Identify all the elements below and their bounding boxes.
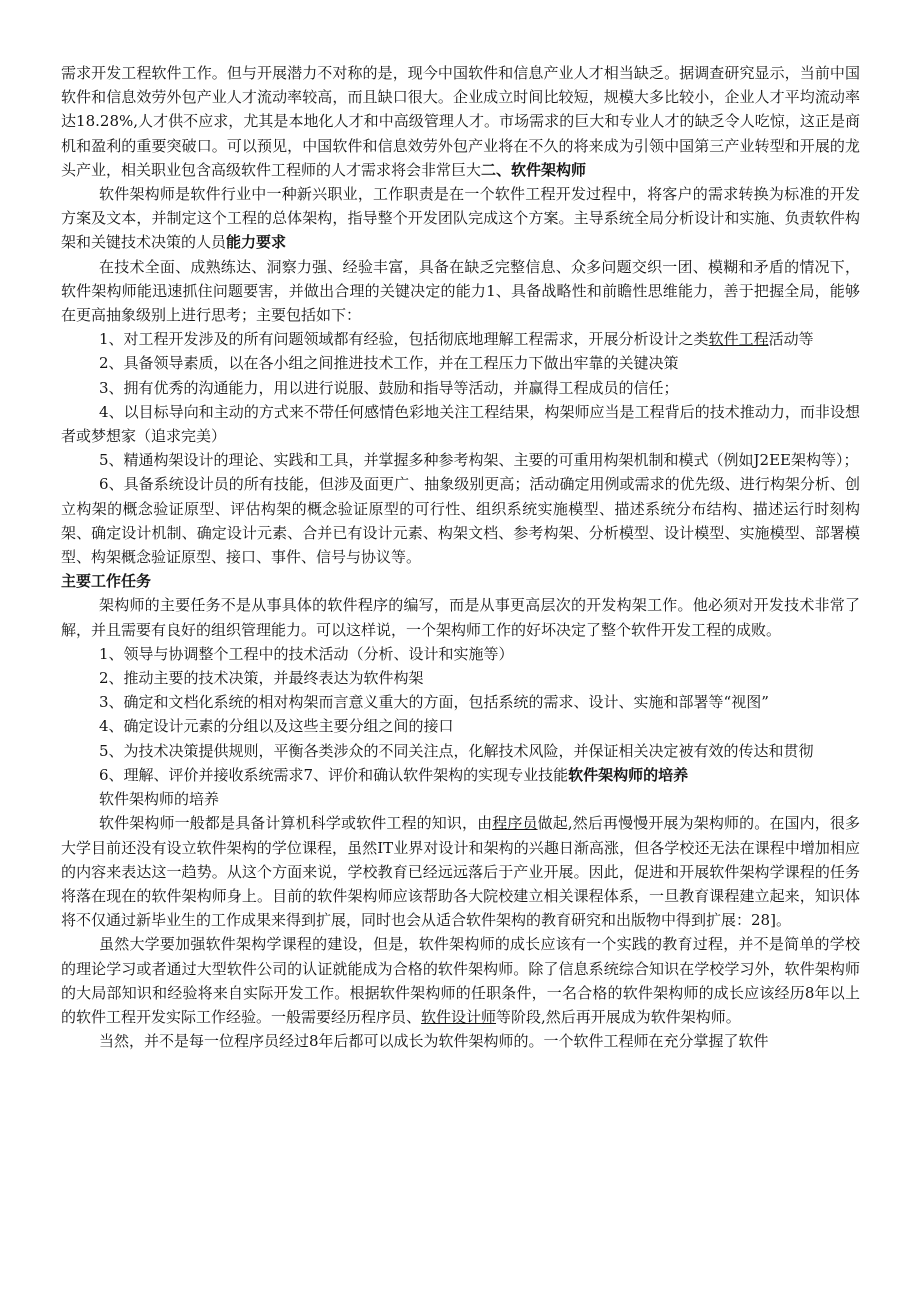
heading-ability-requirements: 能力要求	[226, 233, 287, 252]
task-item-5: 5、为技术决策提供规则，平衡各类涉众的不同关注点，化解技术风险，并保证相关决定被有效的传达和贯彻	[99, 741, 814, 760]
ability-item-tail: 活动等	[768, 330, 814, 349]
paragraph-architect-definition	[61, 182, 860, 255]
paragraph-text: 虽然大学要加强软件架构学课程的建设，但是，软件架构师的成长应该有一个实践的教育过程，并不是简单的学校的理论学习或者通过大型软件公司的认证就能成为合格的软件架构师。除了信息系统综合知识在学校学习外，软件架构师的大局部知识和经验将来自实际开发工作。根据软件架构师的任职条件，一名合格的软件架构师的成长应该经历8年以上的软件工程开发实际工作经验。一般需要经历程序员、	[61, 935, 860, 1026]
task-item-4: 4、确定设计元素的分组以及这些主要分组之间的接口	[99, 717, 454, 736]
ability-item-2: 2、具备领导素质，以在各小组之间推进技术工作，并在工程压力下做出牢靠的关键决策	[99, 354, 679, 373]
paragraph-training-3: 当然，并不是每一位程序员经过8年后都可以成长为软件架构师的。一个软件工程师在充分掌握了软件	[99, 1032, 769, 1051]
link-software-designer[interactable]: 软件设计师	[421, 1007, 497, 1026]
task-item-6	[61, 763, 860, 787]
task-item-2: 2、推动主要的技术决策，并最终表达为软件构架	[99, 669, 424, 688]
heading-main-tasks: 主要工作任务	[61, 572, 152, 591]
ability-item-5: 5、精通构架设计的理论、实践和工具，并掌握多种参考构架、主要的可重用构架机制和模式（例如J2EE架构等）；	[99, 451, 859, 470]
paragraph-training-1	[61, 811, 860, 932]
paragraph-text: 做起,然后再慢慢开展为架构师的。在国内，很多大学目前还没有设立软件架构的学位课程，虽然IT业界对设计和架构的兴趣日渐高涨，但各学校还无法在课程中增加相应的内容来表达这一趋势。从这个方面来说，学校教育已经远远落后于产业开展。因此，促进和开展软件架构学课程的任务将落在现在的软件架构师身上。目前的软件架构师应该帮助各大院校建立相关课程体系，一旦教育课程建立起来，知识体将不仅通过新毕业生的工作成果来得到扩展，同时也会从适合软件架构的教育研究和出版物中得到扩展：28]。	[61, 814, 860, 930]
heading-software-architect: 二、软件架构师	[481, 160, 587, 179]
ability-item-3: 3、拥有优秀的沟通能力，用以进行说服、鼓励和指导等活动，并赢得工程成员的信任；	[99, 378, 679, 397]
link-programmer[interactable]: 程序员	[492, 814, 538, 833]
paragraph-tasks-intro: 架构师的主要任务不是从事具体的软件程序的编写，而是从事更高层次的开发构架工作。他必须对开发技术非常了解，并且需要有良好的组织管理能力。可以这样说，一个架构师工作的好坏决定了整个软件开发工程的成败。	[61, 596, 860, 639]
subtitle-architect-training: 软件架构师的培养	[99, 790, 220, 809]
paragraph-text: 软件架构师是软件行业中一种新兴职业，工作职责是在一个软件工程开发过程中，将客户的需求转换为标准的开发方案及文本，并制定这个工程的总体架构，指导整个开发团队完成这个方案。主导系统全局分析设计和实施、负责软件构架和关键技术决策的人员	[61, 185, 860, 252]
heading-architect-training: 软件架构师的培养	[568, 765, 689, 784]
task-item-text: 6、理解、评价并接收系统需求7、评价和确认软件架构的实现专业技能	[99, 765, 569, 784]
task-item-3: 3、确定和文档化系统的相对构架而言意义重大的方面，包括系统的需求、设计、实施和部署等“视图”	[99, 693, 769, 712]
task-item-1: 1、领导与协调整个工程中的技术活动（分析、设计和实施等）	[99, 644, 514, 663]
ability-item-4: 4、以目标导向和主动的方式来不带任何感情色彩地关注工程结果，构架师应当是工程背后的技术推动力，而非设想者或梦想家（追求完美）	[61, 402, 860, 446]
paragraph-training-2	[61, 932, 860, 1029]
paragraph-text: 软件架构师一般都是具备计算机科学或软件工程的知识，由	[99, 814, 493, 833]
paragraph-ability-intro: 在技术全面、成熟练达、洞察力强、经验丰富，具备在缺乏完整信息、众多问题交织一团、模糊和矛盾的情况下，软件架构师能迅速抓住问题要害，并做出合理的关键决定的能力1、具备战略性和前瞻性思维能力，善于把握全局，能够在更高抽象级别上进行思考；主要包括如下：	[61, 257, 860, 325]
ability-item-1	[61, 327, 860, 351]
paragraph-text: 等阶段,然后再开展成为软件架构师。	[496, 1007, 741, 1026]
paragraph-text: 需求开发工程软件工作。但与开展潜力不对称的是，现今中国软件和信息产业人才相当缺乏。据调查研究显示，当前中国软件和信息效劳外包产业人才流动率较高，而且缺口很大。企业成立时间比较短，规模大多比较小，企业人才平均流动率达18.28%,人才供不应求，尤其是本地化人才和中高级管理人才。市场需求的巨大和专业人才的缺乏令人吃惊，这正是商机和盈利的重要突破口。可以预见，中国软件和信息效劳外包产业将在不久的将来成为引领中国第三产业转型和开展的龙头产业，相关职业包含高级软件工程师的人才需求将会非常巨大	[61, 64, 860, 179]
ability-item-6: 6、具备系统设计员的所有技能，但涉及面更广、抽象级别更高；活动确定用例或需求的优先级、进行构架分析、创立构架的概念验证原型、评估构架的概念验证原型的可行性、组织系统实施模型、描述系统分布结构、描述运行时刻构架、确定设计机制、确定设计元素、合并已有设计元素、构架文档、参考构架、分析模型、设计模型、实施模型、部署模型、构架概念验证原型、接口、事件、信号与协议等。	[61, 475, 860, 567]
ability-item-text: 1、对工程开发涉及的所有问题领域都有经验，包括彻底地理解工程需求，开展分析设计之类	[99, 330, 709, 349]
link-software-engineering[interactable]: 软件工程	[708, 330, 769, 349]
paragraph-talent-demand	[61, 61, 860, 182]
